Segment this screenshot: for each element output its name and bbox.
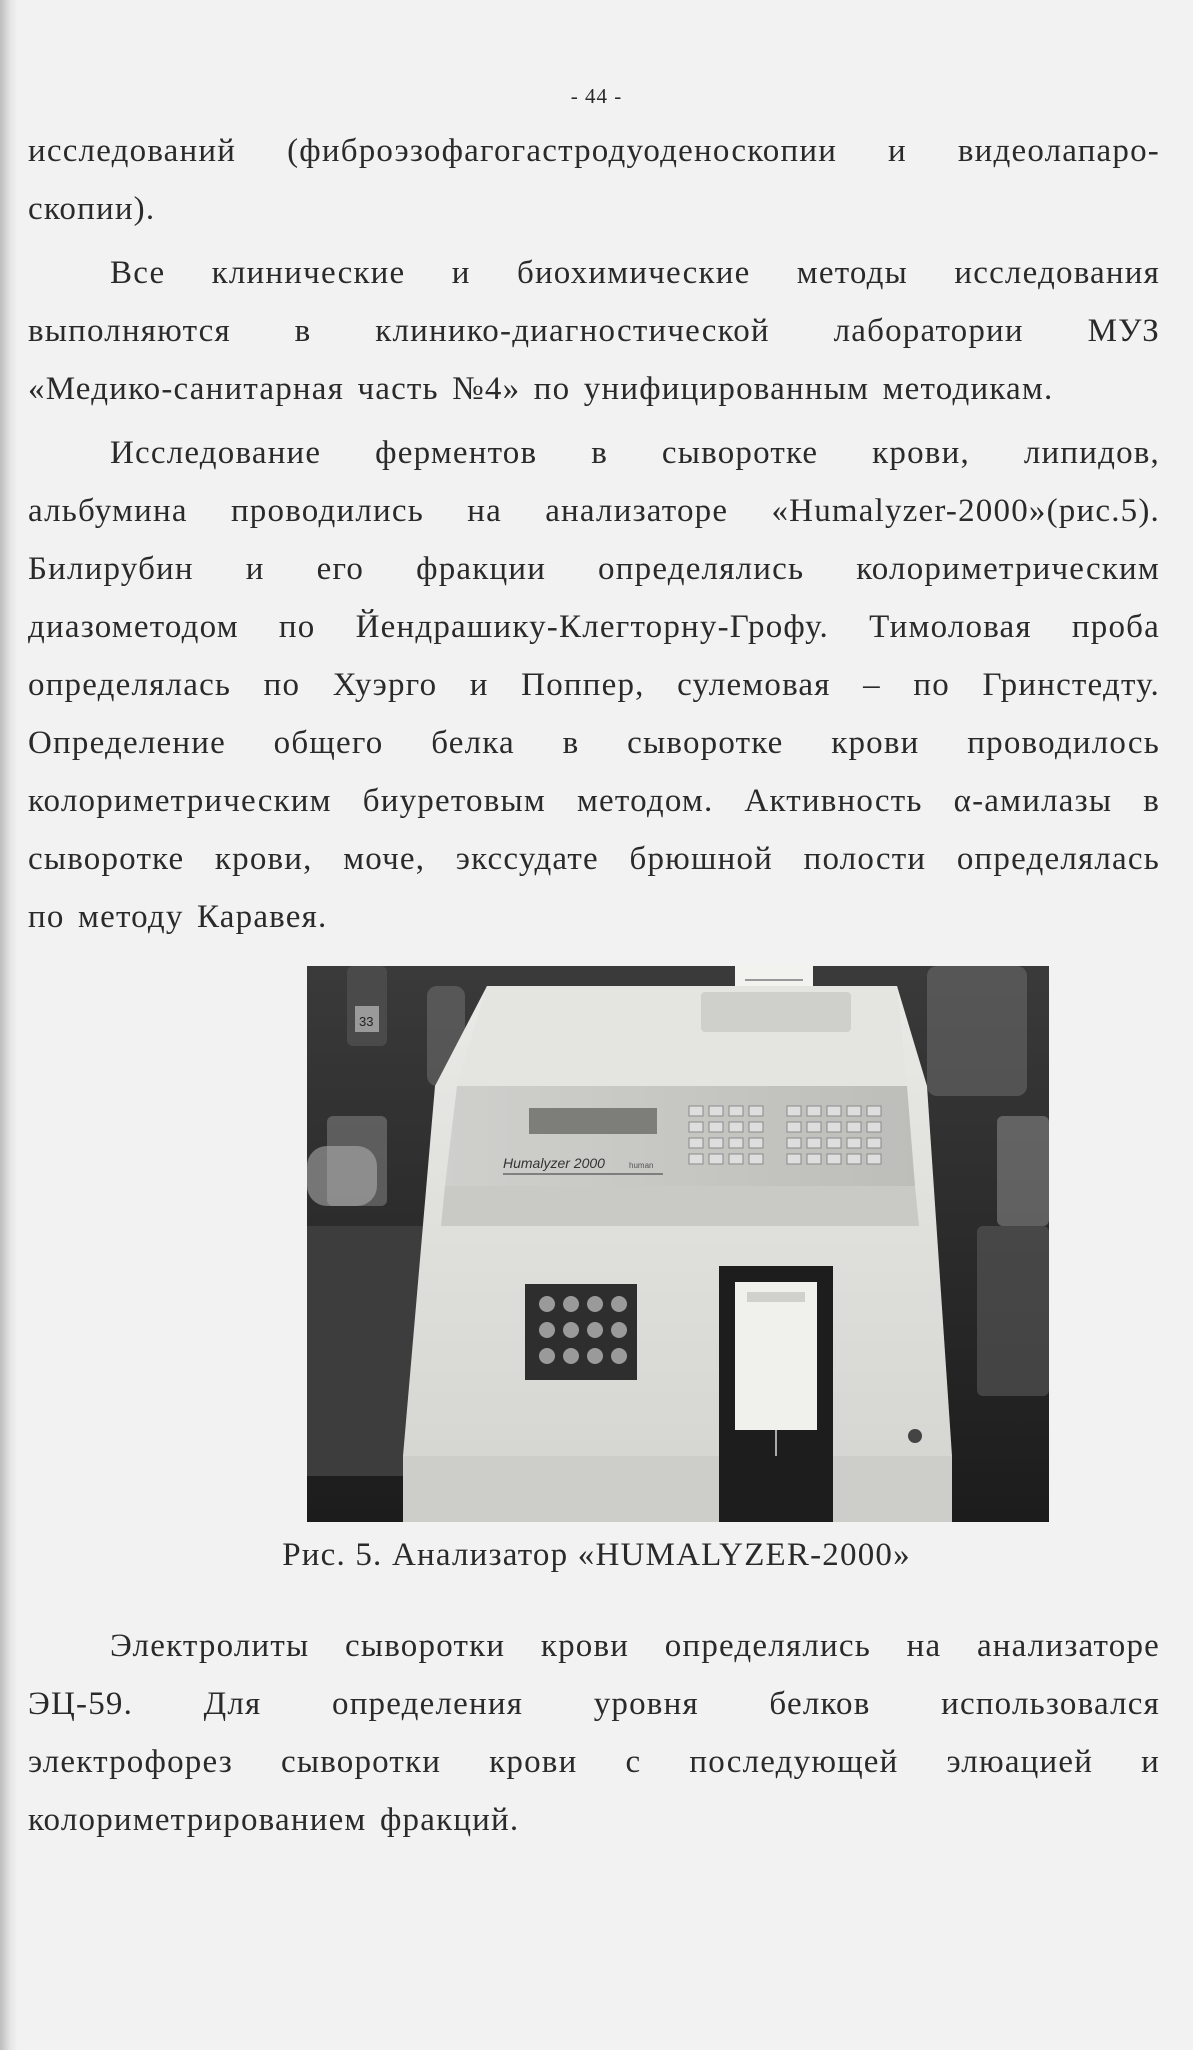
paragraph-3 (28, 424, 1160, 946)
analyzer-photo (307, 966, 1049, 1522)
text-line: колориметрическим биуретовым методом. Активность α-амилазы в (28, 783, 1160, 819)
paragraph-4 (28, 1617, 1160, 1849)
page-edge-shadow (0, 0, 18, 2050)
brand-label: human (629, 1161, 654, 1170)
text-line: Определение общего белка в сыворотке крови проводилось (28, 725, 1160, 761)
device-label: Humalyzer 2000 (503, 1155, 605, 1171)
text-line: Все клинические и биохимические методы исследования (110, 255, 1160, 291)
text-line: диазометодом по Йендрашику-Клегторну-Грофу. Тимоловая проба (28, 609, 1160, 645)
paragraph-2 (28, 244, 1160, 418)
text-line: исследований (фиброэзофагогастродуоденоскопии и видеолапаро- (28, 133, 1160, 169)
text-line: колориметрированием фракций. (28, 1802, 520, 1838)
text-line: определялась по Хуэрго и Поппер, сулемовая – по Гринстедту. (28, 667, 1160, 703)
text-line: альбумина проводились на анализаторе «Humalyzer-2000»(рис.5). (28, 493, 1160, 529)
text-line: Билирубин и его фракции определялись колориметрическим (28, 551, 1160, 587)
figure-caption: Рис. 5. Анализатор «HUMALYZER-2000» (282, 1537, 911, 1573)
text-line: «Медико-санитарная часть №4» по унифицированным методикам. (28, 371, 1054, 407)
text-line: по методу Каравея. (28, 899, 328, 935)
text-line: сыворотке крови, моче, экссудате брюшной полости определялась (28, 841, 1160, 877)
text-line: ЭЦ-59. Для определения уровня белков использовался (28, 1686, 1160, 1722)
text-line: Исследование ферментов в сыворотке крови, липидов, (110, 435, 1160, 471)
text-line: электрофорез сыворотки крови с последующей элюацией и (28, 1744, 1160, 1780)
text-line: скопии). (28, 191, 156, 227)
bottle-label: 33 (359, 1014, 374, 1029)
page-number: - 44 - (570, 84, 623, 108)
text-line: Электролиты сыворотки крови определялись на анализаторе (110, 1628, 1160, 1664)
paragraph-1 (28, 122, 1160, 238)
analyzer-illustration (307, 966, 1049, 1522)
text-line: выполняются в клинико-диагностической лаборатории МУЗ (28, 313, 1160, 349)
